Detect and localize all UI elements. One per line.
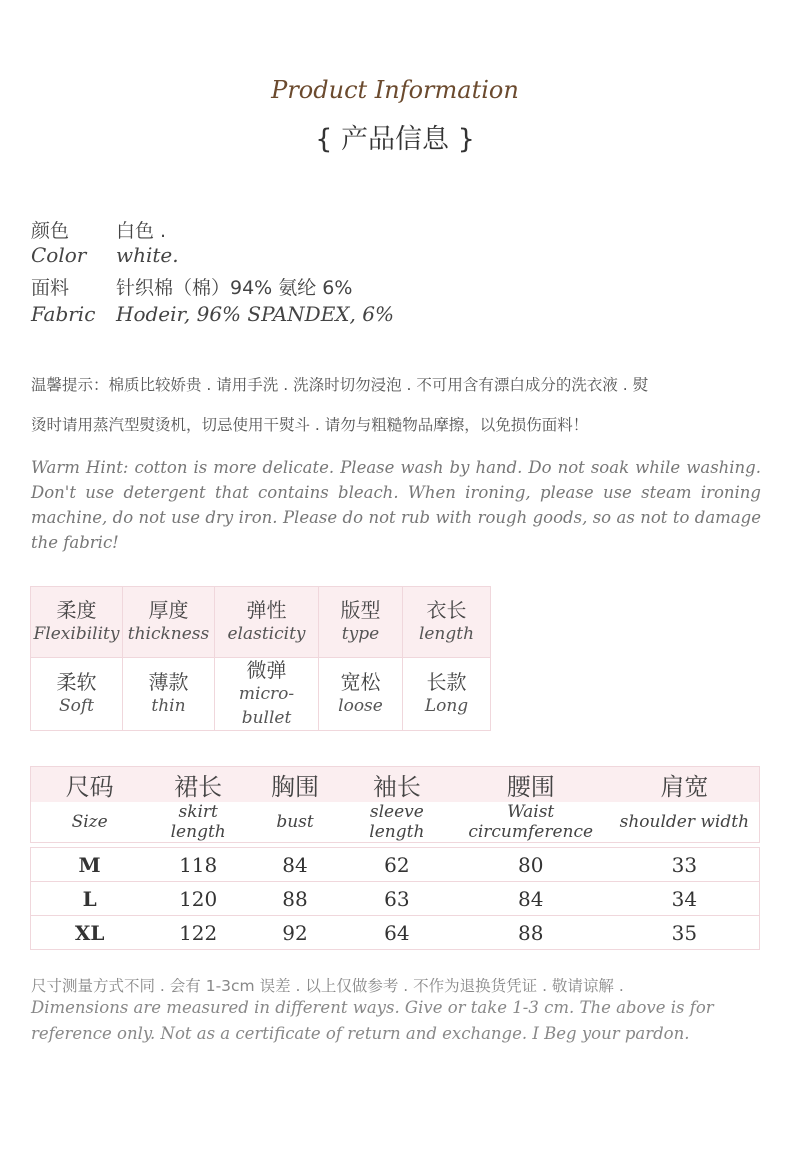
size-header-zh: 裙长 [148,767,248,803]
size-cell: 118 [148,848,248,882]
prop-cell [319,587,403,658]
size-header-zh: 胸围 [248,767,342,803]
size-cell: 33 [610,848,760,882]
color-value-zh: 白色 . [116,220,167,242]
prop-value-en: thin [151,696,186,716]
prop-header-en: type [341,624,380,644]
size-header-en: sleeve length [342,802,452,843]
size-header-en: Size [31,802,149,843]
size-cell: XL [31,916,149,950]
table-row [31,882,760,916]
size-cell: 120 [148,882,248,916]
fabric-value-zh: 针织棉（棉）94% 氨纶 6% [116,277,353,299]
size-header-zh: 腰围 [452,767,610,803]
prop-value-zh: 微弹 [246,658,287,682]
prop-cell [31,658,123,731]
size-header-en: shoulder width [610,802,760,843]
properties-header-row [31,587,491,658]
prop-header-en: Flexibility [33,624,120,644]
size-header-zh: 袖长 [342,767,452,803]
size-cell: 63 [342,882,452,916]
size-header-row-zh [31,767,760,803]
table-row [31,916,760,950]
prop-cell [215,587,319,658]
prop-value-en: Soft [58,696,94,716]
size-cell: 84 [248,848,342,882]
fabric-label-en: Fabric [31,302,96,326]
prop-cell [403,658,491,731]
size-cell: L [31,882,149,916]
size-header-en: Waist circumference [452,802,610,843]
prop-header-zh: 柔度 [56,598,97,622]
prop-header-en: length [418,624,475,644]
color-label-en: Color [31,243,87,267]
table-row [31,848,760,882]
prop-header-en: thickness [127,624,210,644]
properties-value-row [31,658,491,731]
hint-zh-line-1: 温馨提示：棉质比较娇贵 . 请用手洗 . 洗涤时切勿浸泡 . 不可用含有漂白成分的洗衣液 . 熨 [31,376,649,394]
size-cell: 88 [248,882,342,916]
size-cell: 80 [452,848,610,882]
note-chinese: 尺寸测量方式不同 . 会有 1-3cm 误差 . 以上仅做参考 . 不作为退换货凭证 . 敬请谅解 . [31,977,624,995]
size-table [30,766,760,950]
prop-header-zh: 弹性 [246,598,287,622]
prop-value-zh: 薄款 [148,670,189,694]
size-cell: 84 [452,882,610,916]
size-cell: 35 [610,916,760,950]
size-header-zh: 尺码 [31,767,149,803]
fabric-value-en: Hodeir, 96% SPANDEX, 6% [116,302,394,326]
hint-zh-line-2: 烫时请用蒸汽型熨烫机，切忌使用干熨斗 . 请勿与粗糙物品摩擦，以免损伤面料！ [31,416,589,434]
size-cell: 92 [248,916,342,950]
prop-value-en: loose [338,696,383,716]
size-header-row-en [31,802,760,843]
prop-cell [403,587,491,658]
size-header-zh: 肩宽 [610,767,760,803]
prop-cell [123,587,215,658]
prop-value-zh: 宽松 [340,670,381,694]
prop-cell [123,658,215,731]
size-header-en: bust [248,802,342,843]
prop-header-zh: 衣长 [426,598,467,622]
color-value-en: white. [116,243,179,267]
size-header-en: skirt length [148,802,248,843]
prop-cell [319,658,403,731]
properties-table [30,586,491,731]
prop-cell [31,587,123,658]
note-english: Dimensions are measured in different ways. Give or take 1-3 cm. The above is for reference only. Not as a certificate of return and exchange. I Beg your pardon. [31,998,714,1043]
prop-cell [215,658,319,731]
size-cell: M [31,848,149,882]
prop-header-zh: 版型 [340,598,381,622]
prop-value-zh: 柔软 [56,670,97,694]
size-cell: 34 [610,882,760,916]
prop-value-en: micro-bullet [238,684,295,728]
prop-header-zh: 厚度 [148,598,189,622]
prop-value-zh: 长款 [426,670,467,694]
size-cell: 64 [342,916,452,950]
prop-value-en: Long [424,696,469,716]
title-chinese: { 产品信息 } [315,124,475,155]
size-cell: 62 [342,848,452,882]
size-cell: 88 [452,916,610,950]
color-label-zh: 颜色 [31,220,70,242]
hint-english: Warm Hint: cotton is more delicate. Please wash by hand. Do not soak while washing. Don't use detergent that contains bleach. When ironing, please use steam ironing machine, do not use dry iron. Please do not rub with rough goods, so as not to damage the fabric! [31,458,761,552]
prop-header-en: elasticity [227,624,306,644]
title-english: Product Information [271,76,519,104]
fabric-label-zh: 面料 [31,277,70,299]
size-cell: 122 [148,916,248,950]
